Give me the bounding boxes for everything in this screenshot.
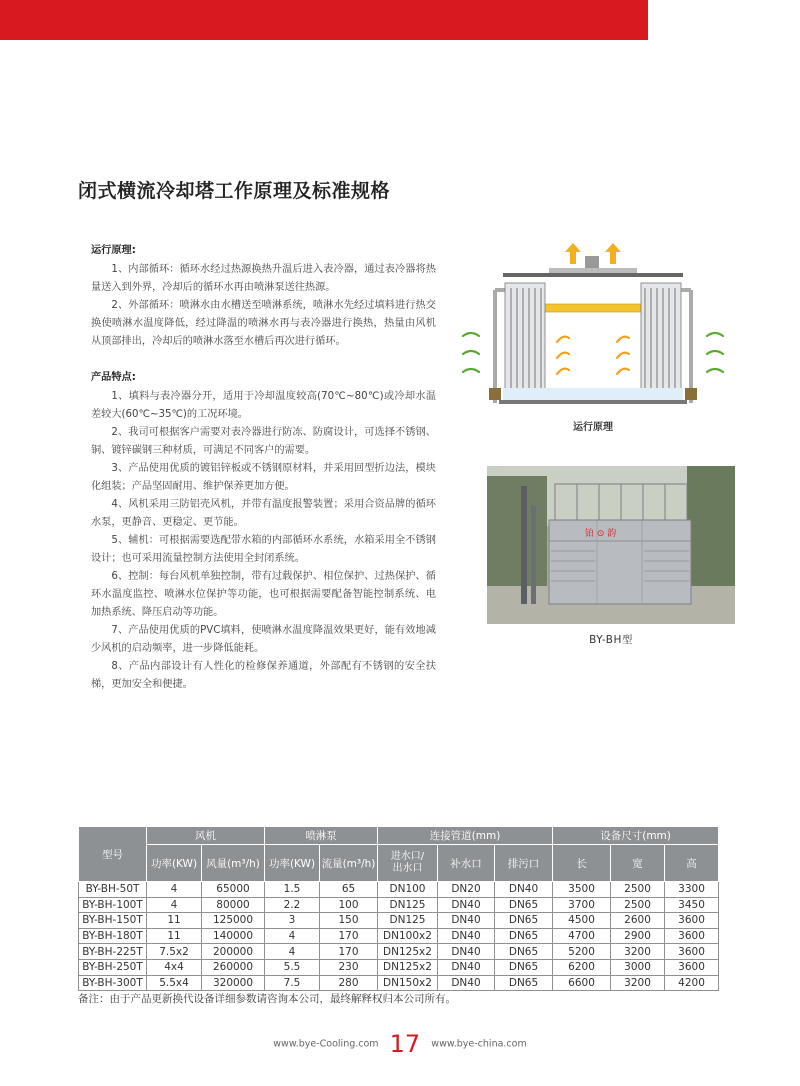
table-row <box>79 882 719 898</box>
table-cell: 4700 <box>553 928 611 944</box>
table-cell: BY-BH-300T <box>79 975 147 991</box>
header-height: 高 <box>665 845 719 882</box>
table-cell: 260000 <box>202 959 265 975</box>
header-length: 长 <box>553 845 611 882</box>
table-cell: 6600 <box>553 975 611 991</box>
table-cell: 100 <box>320 897 378 913</box>
table-row <box>79 897 719 913</box>
table-cell: 2500 <box>611 897 665 913</box>
photo-caption: BY-BH型 <box>589 634 633 646</box>
feature-paragraph: 2、我司可根据客户需要对表冷器进行防冻、防腐设计，可选择不锈钢、铜、镀锌碳钢三种材质，可满足不同客户的需要。 <box>91 427 436 456</box>
table-cell: DN65 <box>495 913 553 929</box>
table-cell: DN150x2 <box>378 975 438 991</box>
table-cell: DN100x2 <box>378 928 438 944</box>
header-makeup: 补水口 <box>438 845 495 882</box>
header-inlet-line1: 进水口/ <box>390 851 425 862</box>
table-cell: DN20 <box>438 882 495 898</box>
table-cell: 65 <box>320 882 378 898</box>
table-cell: 1.5 <box>265 882 320 898</box>
feature-paragraph: 8、产品内部设计有人性化的检修保养通道，外部配有不锈钢的安全扶梯，更加安全和便捷。 <box>91 661 436 690</box>
header-inlet-outlet <box>378 845 438 882</box>
table-cell: 11 <box>147 913 202 929</box>
table-cell: BY-BH-180T <box>79 928 147 944</box>
table-cell: 3200 <box>611 975 665 991</box>
table-cell: 3 <box>265 913 320 929</box>
spec-table <box>78 826 719 991</box>
table-cell: 4200 <box>665 975 719 991</box>
table-cell: 170 <box>320 944 378 960</box>
header-fan: 风机 <box>147 827 265 845</box>
table-row <box>79 959 719 975</box>
page-number: 17 <box>389 1030 421 1058</box>
table-cell: 65000 <box>202 882 265 898</box>
feature-paragraph: 7、产品使用优质的PVC填料，使喷淋水温度降温效果更好，能有效地减少风机的启动频率，进一步降低能耗。 <box>91 625 436 654</box>
table-cell: 3600 <box>665 944 719 960</box>
table-cell: 150 <box>320 913 378 929</box>
footer-url-right[interactable]: www.bye-china.com <box>431 1038 527 1050</box>
table-cell: BY-BH-225T <box>79 944 147 960</box>
header-pump: 喷淋泵 <box>265 827 378 845</box>
header-pump-power: 功率(KW) <box>265 845 320 882</box>
table-row <box>79 944 719 960</box>
table-cell: 4 <box>265 928 320 944</box>
table-cell: 5.5 <box>265 959 320 975</box>
table-cell: 5.5x4 <box>147 975 202 991</box>
table-cell: DN65 <box>495 959 553 975</box>
table-cell: DN125 <box>378 897 438 913</box>
header-drain: 排污口 <box>495 845 553 882</box>
table-cell: BY-BH-50T <box>79 882 147 898</box>
table-cell: DN65 <box>495 944 553 960</box>
table-cell: 200000 <box>202 944 265 960</box>
header-inlet-line2: 出水口 <box>392 863 423 874</box>
header-model: 型号 <box>79 827 147 882</box>
principle-paragraph: 2、外部循环：喷淋水由水槽送至喷淋系统，喷淋水先经过填料进行热交换使喷淋水温度降低，经过降温的喷淋水再与表冷器进行换热，热量由风机从顶部排出，冷却后的喷淋水落至水槽后再次进行循环。 <box>91 300 436 347</box>
table-cell: DN125 <box>378 913 438 929</box>
brand-logo: 铂 ⊙ 韵 <box>585 529 617 539</box>
header-fan-flow: 风量(m³/h) <box>202 845 265 882</box>
table-cell: 2.2 <box>265 897 320 913</box>
table-row <box>79 913 719 929</box>
right-coil <box>641 283 681 395</box>
table-cell: 3000 <box>611 959 665 975</box>
table-cell: DN40 <box>438 928 495 944</box>
header-width: 宽 <box>611 845 665 882</box>
header-accent-bar <box>0 0 648 40</box>
principle-title: 运行原理: <box>91 245 136 256</box>
feature-paragraph: 5、辅机：可根据需要选配带水箱的内部循环水系统，水箱采用全不锈钢设计；也可采用流量控制方法使用全封闭系统。 <box>91 535 436 564</box>
table-cell: 80000 <box>202 897 265 913</box>
page-footer <box>0 1030 800 1058</box>
table-cell: 5200 <box>553 944 611 960</box>
table-row <box>79 975 719 991</box>
feature-paragraph: 4、风机采用三防铝壳风机，并带有温度报警装置；采用合资品牌的循环水泵，更静音、更稳定、更节能。 <box>91 499 436 528</box>
product-photo <box>487 466 735 624</box>
description-column <box>91 242 436 694</box>
table-cell: 3600 <box>665 913 719 929</box>
table-cell: 280 <box>320 975 378 991</box>
table-cell: 4 <box>147 897 202 913</box>
table-cell: 320000 <box>202 975 265 991</box>
header-size: 设备尺寸(mm) <box>553 827 719 845</box>
table-cell: 140000 <box>202 928 265 944</box>
header-fan-power: 功率(KW) <box>147 845 202 882</box>
diagram-caption: 运行原理 <box>573 422 613 433</box>
table-cell: 11 <box>147 928 202 944</box>
principle-paragraph: 1、内部循环：循环水经过热源换热升温后进入表冷器，通过表冷器将热量送入到外界，冷却后的循环水再由喷淋泵送往热源。 <box>91 264 436 293</box>
table-cell: DN40 <box>438 944 495 960</box>
table-note: 备注：由于产品更新换代设备详细参数请咨询本公司，最终解释权归本公司所有。 <box>78 993 456 1005</box>
table-cell: DN100 <box>378 882 438 898</box>
table-cell: DN125x2 <box>378 959 438 975</box>
table-cell: DN40 <box>495 882 553 898</box>
table-cell: DN125x2 <box>378 944 438 960</box>
table-cell: DN65 <box>495 897 553 913</box>
feature-paragraph: 6、控制：每台风机单独控制，带有过载保护、相位保护、过热保护、循环水温度监控、喷淋水位保护等功能，也可根据需要配备智能控制系统、电加热系统、降压启动等功能。 <box>91 571 436 618</box>
table-cell: 2600 <box>611 913 665 929</box>
table-cell: 3200 <box>611 944 665 960</box>
table-cell: 170 <box>320 928 378 944</box>
table-cell: 3600 <box>665 928 719 944</box>
table-cell: 2500 <box>611 882 665 898</box>
features-title: 产品特点: <box>91 372 136 383</box>
table-cell: 4 <box>147 882 202 898</box>
principle-diagram <box>453 238 733 413</box>
table-cell: DN40 <box>438 975 495 991</box>
table-cell: 3600 <box>665 959 719 975</box>
table-cell: 4 <box>265 944 320 960</box>
table-row <box>79 928 719 944</box>
table-cell: 4500 <box>553 913 611 929</box>
table-cell: 6200 <box>553 959 611 975</box>
table-cell: 125000 <box>202 913 265 929</box>
table-cell: 2900 <box>611 928 665 944</box>
table-cell: BY-BH-150T <box>79 913 147 929</box>
table-cell: DN40 <box>438 959 495 975</box>
table-cell: DN40 <box>438 897 495 913</box>
table-cell: 3450 <box>665 897 719 913</box>
table-cell: 3500 <box>553 882 611 898</box>
table-cell: BY-BH-100T <box>79 897 147 913</box>
left-coil <box>505 283 545 395</box>
spec-table-body <box>79 882 719 991</box>
feature-paragraph: 1、填料与表冷器分开，适用于冷却温度较高(70℃~80℃)或冷却水温差较大(60℃~35℃)的工况环境。 <box>91 391 436 420</box>
table-cell: 230 <box>320 959 378 975</box>
table-cell: DN65 <box>495 975 553 991</box>
table-cell: BY-BH-250T <box>79 959 147 975</box>
header-pump-flow: 流量(m³/h) <box>320 845 378 882</box>
table-cell: 4x4 <box>147 959 202 975</box>
table-cell: 3700 <box>553 897 611 913</box>
feature-paragraph: 3、产品使用优质的镀铝锌板或不锈钢原材料，并采用回型折边法，模块化组装；产品坚固耐用、维护保养更加方便。 <box>91 463 436 492</box>
footer-url-left[interactable]: www.bye-Cooling.com <box>273 1038 379 1050</box>
page-title: 闭式横流冷却塔工作原理及标准规格 <box>78 180 391 202</box>
table-cell: DN65 <box>495 928 553 944</box>
table-cell: DN40 <box>438 913 495 929</box>
table-cell: 3300 <box>665 882 719 898</box>
header-pipe: 连接管道(mm) <box>378 827 553 845</box>
table-cell: 7.5x2 <box>147 944 202 960</box>
table-cell: 7.5 <box>265 975 320 991</box>
